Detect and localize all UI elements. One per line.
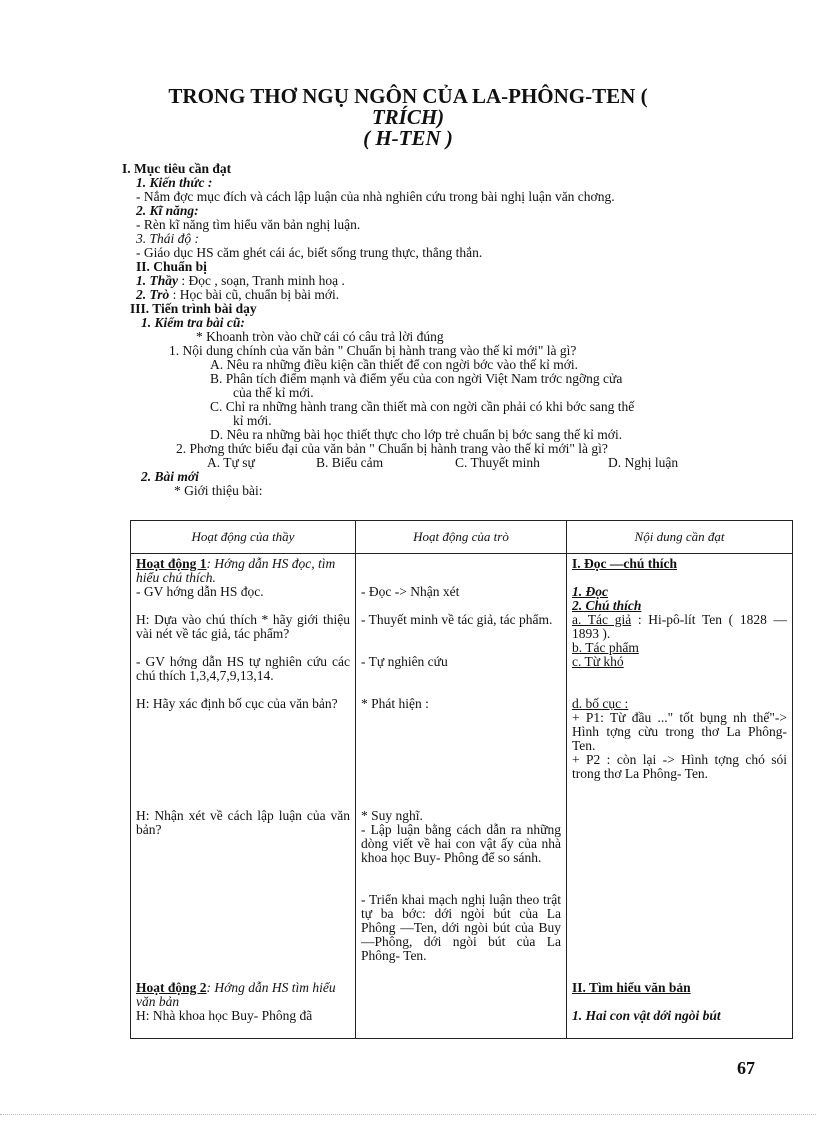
student-step-self-study: - Tự nghiên cứu bbox=[361, 654, 448, 669]
label-teacher: 1. Thầy bbox=[136, 273, 178, 288]
page-bottom-divider bbox=[0, 1114, 816, 1115]
quiz-option-1c: C. Chỉ ra những hành trang cần thiết mà con ngời cần phải có khi bớc sang thế bbox=[210, 399, 635, 414]
teacher-question-buffon: H: Nhà khoa học Buy- Phông đã bbox=[136, 1008, 313, 1023]
activity-1-heading bbox=[136, 557, 350, 585]
document-title-line-1: TRONG THƠ NGỤ NGÔN CỦA LA-PHÔNG-TEN ( bbox=[168, 84, 648, 108]
content-reading: 1. Đọc bbox=[572, 584, 608, 599]
student-answer-argument: - Lập luận bằng cách dẫn ra những dòng viết về hai con vật ấy của nhà khoa học Buy- Phông để so sánh. bbox=[361, 822, 561, 865]
student-answer-structure: - Triển khai mạch nghị luận theo trật tự ba bớc: dới ngòi bút của La Phông —Ten, dới ngòi bút của Buy —Phông, dới ngòi bút của La Phông- Ten. bbox=[361, 892, 561, 963]
content-layout-part-2: + P2 : còn lại -> Hình tợng chó sói trong thơ La Phông- Ten. bbox=[572, 752, 787, 781]
student-step-discover: * Phát hiện : bbox=[361, 696, 429, 711]
content-cell bbox=[567, 554, 793, 1039]
document-title-line-2: TRÍCH) bbox=[371, 105, 445, 129]
text-skills: - Rèn kĩ năng tìm hiểu văn bản nghị luận. bbox=[136, 217, 361, 232]
content-author-label: a. Tác giả bbox=[572, 612, 632, 627]
activity-1-label: Hoạt động 1 bbox=[136, 556, 207, 571]
content-section-1-heading: I. Đọc —chú thích bbox=[572, 556, 678, 571]
content-two-animals: 1. Hai con vật dới ngòi bút bbox=[572, 1008, 721, 1023]
subheading-knowledge: 1. Kiến thức : bbox=[136, 175, 213, 190]
activity-2-label: Hoạt động 2 bbox=[136, 980, 207, 995]
subheading-attitude: 3. Thái độ : bbox=[136, 231, 200, 246]
activity-2-title: : Hớng dẫn HS tìm hiểu văn bản bbox=[136, 980, 336, 1009]
text-knowledge: - Nắm đợc mục đích và cách lập luận của nhà nghiên cứu trong bài nghị luận văn chơng. bbox=[136, 189, 615, 204]
label-student: 2. Trò bbox=[136, 287, 170, 302]
quiz-option-2c: C. Thuyết minh bbox=[455, 455, 540, 470]
quiz-option-2d: D. Nghị luận bbox=[608, 455, 679, 470]
table-row bbox=[131, 554, 793, 1039]
table-header-student: Hoạt động của trò bbox=[356, 521, 567, 554]
activity-1-title: : Hớng dẫn HS đọc, tìm hiểu chú thích. bbox=[136, 556, 336, 585]
student-step-think: * Suy nghĩ. bbox=[361, 808, 423, 823]
text-teacher-prep: : Đọc , soạn, Tranh minh hoạ . bbox=[181, 273, 345, 288]
document-title-line-3: ( H-TEN ) bbox=[363, 126, 453, 150]
content-author bbox=[572, 613, 787, 641]
lesson-activity-table bbox=[130, 520, 793, 1039]
section-heading-preparation: II. Chuẩn bị bbox=[136, 259, 207, 274]
text-student-prep: : Học bài cũ, chuẩn bị bài mới. bbox=[172, 287, 340, 302]
section-heading-objectives: I. Mục tiêu cần đạt bbox=[122, 161, 232, 176]
quiz-option-1b-cont: của thế kỉ mới. bbox=[233, 385, 314, 400]
subheading-new-lesson: 2. Bài mới bbox=[141, 469, 199, 484]
content-work: b. Tác phẩm bbox=[572, 640, 639, 655]
subheading-skills: 2. Kĩ năng: bbox=[136, 203, 199, 218]
student-step-read: - Đọc -> Nhận xét bbox=[361, 584, 460, 599]
content-notes: 2. Chú thích bbox=[572, 598, 642, 613]
table-header-row bbox=[131, 521, 793, 554]
table-header-content: Nội dung cần đạt bbox=[567, 521, 793, 554]
table-header-teacher: Hoạt động của thầy bbox=[131, 521, 356, 554]
subheading-old-lesson-check: 1. Kiểm tra bài cũ: bbox=[141, 315, 245, 330]
content-layout-heading: d. bố cục : bbox=[572, 696, 629, 711]
content-layout-part-1: + P1: Từ đầu ..." tốt bụng nh thế"-> Hình tợng cừu trong thơ La Phông- Ten. bbox=[572, 710, 787, 753]
teacher-step-notes: - GV hớng dẫn HS tự nghiên cứu các chú thích 1,3,4,7,9,13,14. bbox=[136, 654, 350, 683]
student-activity-cell bbox=[356, 554, 567, 1039]
student-step-present-author: - Thuyết minh về tác giả, tác phẩm. bbox=[361, 612, 553, 627]
quiz-option-2a: A. Tự sự bbox=[207, 455, 255, 470]
teacher-activity-cell bbox=[131, 554, 356, 1039]
text-introduction: * Giới thiệu bài: bbox=[174, 483, 263, 498]
teacher-question-layout: H: Hãy xác định bố cục của văn bản? bbox=[136, 696, 338, 711]
quiz-instruction: * Khoanh tròn vào chữ cái có câu trả lời đúng bbox=[196, 329, 444, 344]
content-author-text: : Hi-pô-lít Ten ( 1828 — 1893 ). bbox=[572, 612, 787, 641]
text-attitude: - Giáo dục HS căm ghét cái ác, biết sống trung thực, thẳng thắn. bbox=[136, 245, 483, 260]
section-heading-procedure: III. Tiến trình bài dạy bbox=[130, 301, 257, 316]
content-vocabulary: c. Từ khó bbox=[572, 654, 624, 669]
quiz-question-1: 1. Nội dung chính của văn bản " Chuẩn bị hành trang vào thế kỉ mới" là gì? bbox=[169, 343, 577, 358]
content-section-2-heading: II. Tìm hiểu văn bản bbox=[572, 980, 691, 995]
quiz-question-2: 2. Phơng thức biểu đại của văn bản " Chuẩn bị hành trang vào thế kỉ mới" là gì? bbox=[176, 441, 608, 456]
quiz-option-2b: B. Biểu cảm bbox=[316, 455, 384, 470]
quiz-option-1d: D. Nêu ra những bài học thiết thực cho lớp trẻ chuẩn bị bớc sang thế kỉ mới. bbox=[210, 427, 623, 442]
quiz-option-1a: A. Nêu ra những điều kiện cần thiết để con ngời bớc vào thế kỉ mới. bbox=[210, 357, 579, 372]
quiz-option-1b: B. Phân tích điểm mạnh và điểm yếu của con ngời Việt Nam trớc ngỡng cửa bbox=[210, 371, 623, 386]
teacher-step-read: - GV hớng dẫn HS đọc. bbox=[136, 584, 264, 599]
activity-2-heading bbox=[136, 981, 350, 1009]
page-number: 67 bbox=[737, 1058, 755, 1078]
quiz-option-1c-cont: kỉ mới. bbox=[233, 413, 272, 428]
teacher-question-author: H: Dựa vào chú thích * hãy giới thiệu vài nét về tác giả, tác phẩm? bbox=[136, 612, 350, 641]
teacher-question-argument: H: Nhận xét về cách lập luận của văn bản? bbox=[136, 808, 350, 837]
